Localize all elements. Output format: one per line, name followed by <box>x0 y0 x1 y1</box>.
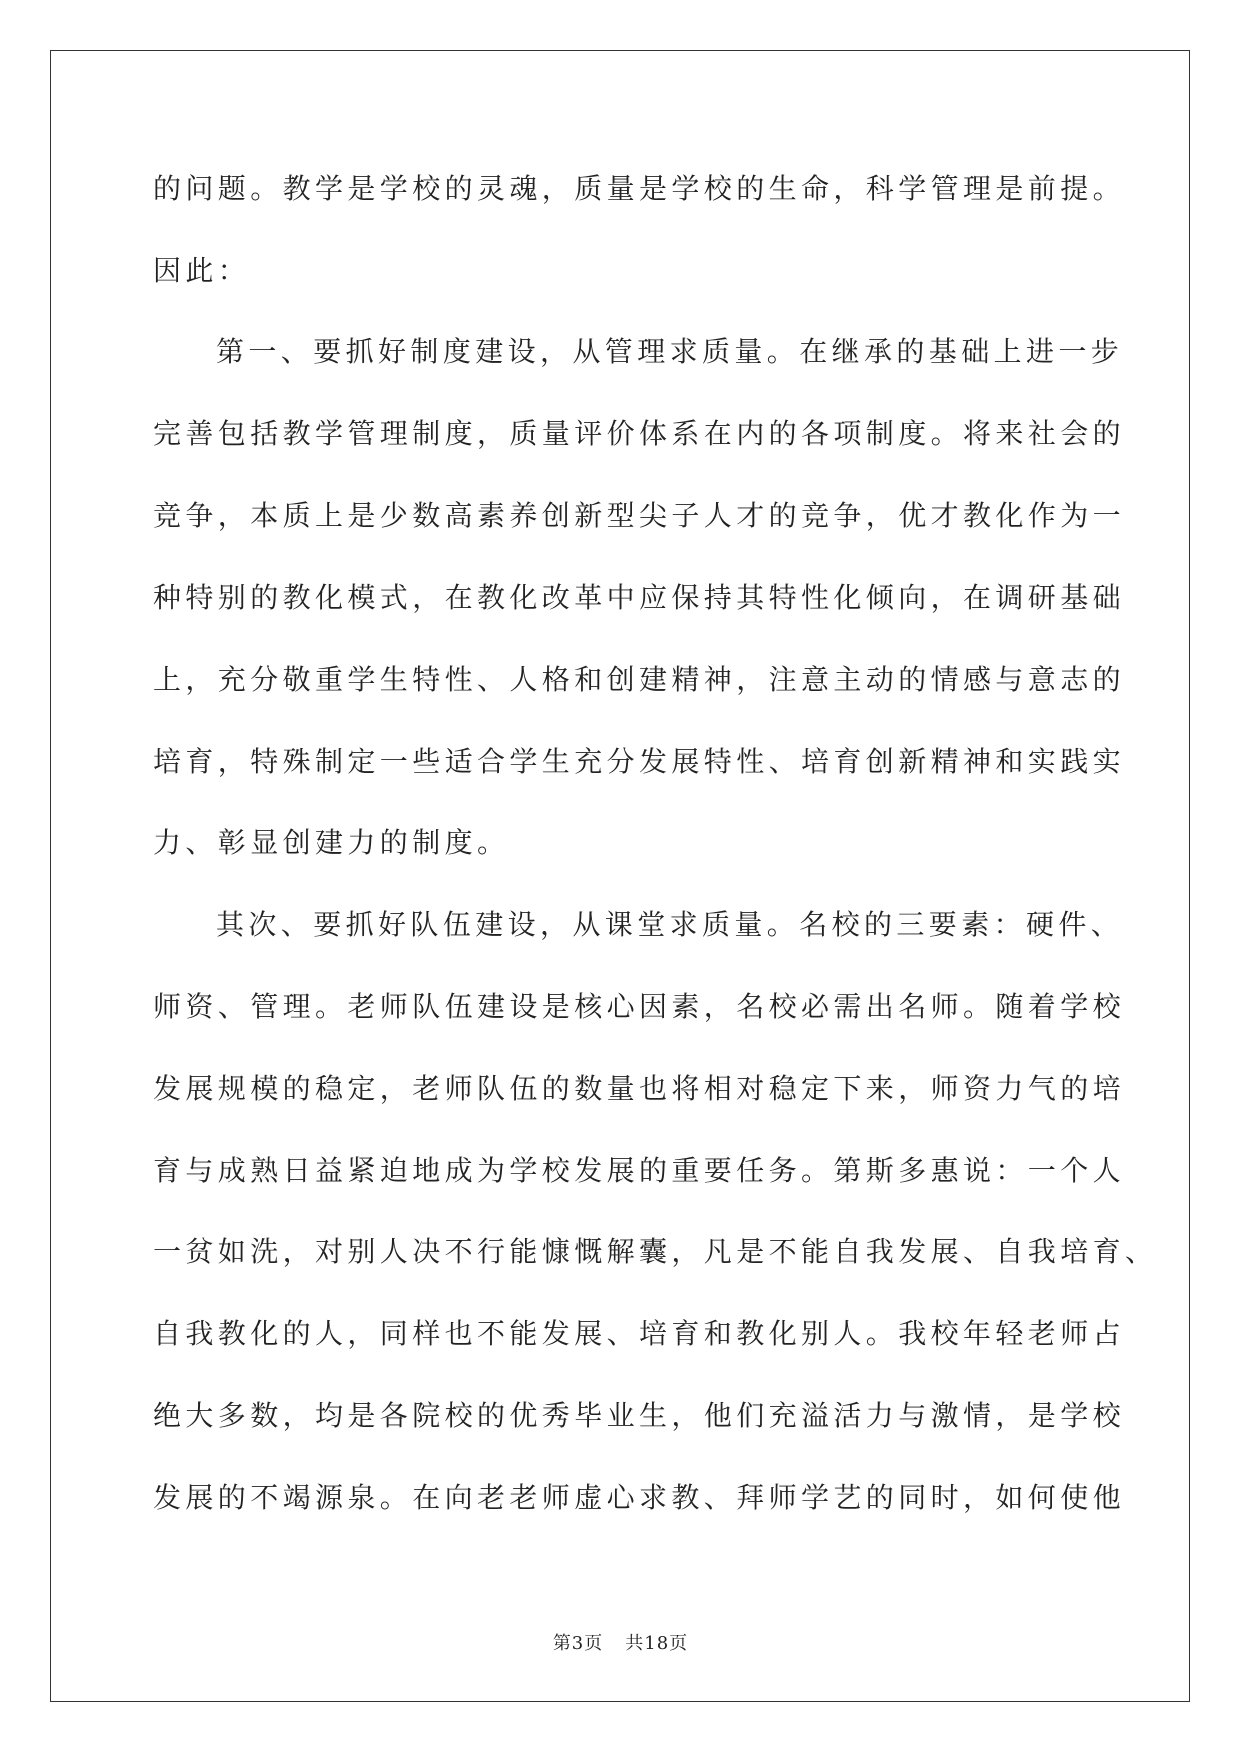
paragraph-line: 其次、要抓好队伍建设，从课堂求质量。名校的三要素：硬件、 <box>216 908 1124 941</box>
paragraph-line: 第一、要抓好制度建设，从管理求质量。在继承的基础上进一步 <box>216 335 1124 368</box>
paragraph-line: 因此： <box>153 254 251 287</box>
page-border <box>50 50 1190 1702</box>
paragraph-line: 师资、管理。老师队伍建设是核心因素，名校必需出名师。随着学校 <box>153 990 1126 1023</box>
paragraph-line: 发展规模的稳定，老师队伍的数量也将相对稳定下来，师资力气的培 <box>153 1072 1126 1105</box>
paragraph-line: 一贫如洗，对别人决不行能慷慨解囊，凡是不能自我发展、自我培育、 <box>153 1235 1158 1268</box>
paragraph-line: 力、彰显创建力的制度。 <box>153 826 510 859</box>
paragraph-line: 完善包括教学管理制度，质量评价体系在内的各项制度。将来社会的 <box>153 417 1126 450</box>
page-number: 第3页 <box>552 1633 604 1654</box>
paragraph-line: 绝大多数，均是各院校的优秀毕业生，他们充溢活力与激情，是学校 <box>153 1399 1126 1432</box>
paragraph-line: 竞争，本质上是少数高素养创新型尖子人才的竞争，优才教化作为一 <box>153 499 1126 532</box>
paragraph-line: 的问题。教学是学校的灵魂，质量是学校的生命，科学管理是前提。 <box>153 172 1126 205</box>
paragraph-line: 培育，特殊制定一些适合学生充分发展特性、培育创新精神和实践实 <box>153 745 1126 778</box>
paragraph-line: 育与成熟日益紧迫地成为学校发展的重要任务。第斯多惠说：一个人 <box>153 1154 1126 1187</box>
paragraph-line: 种特别的教化模式，在教化改革中应保持其特性化倾向，在调研基础 <box>153 581 1126 614</box>
page-footer <box>0 1629 1241 1655</box>
page-total: 共18页 <box>625 1633 689 1654</box>
paragraph-line: 发展的不竭源泉。在向老老师虚心求教、拜师学艺的同时，如何使他 <box>153 1481 1126 1514</box>
paragraph-line: 上，充分敬重学生特性、人格和创建精神，注意主动的情感与意志的 <box>153 663 1126 696</box>
paragraph-line: 自我教化的人，同样也不能发展、培育和教化别人。我校年轻老师占 <box>153 1317 1126 1350</box>
